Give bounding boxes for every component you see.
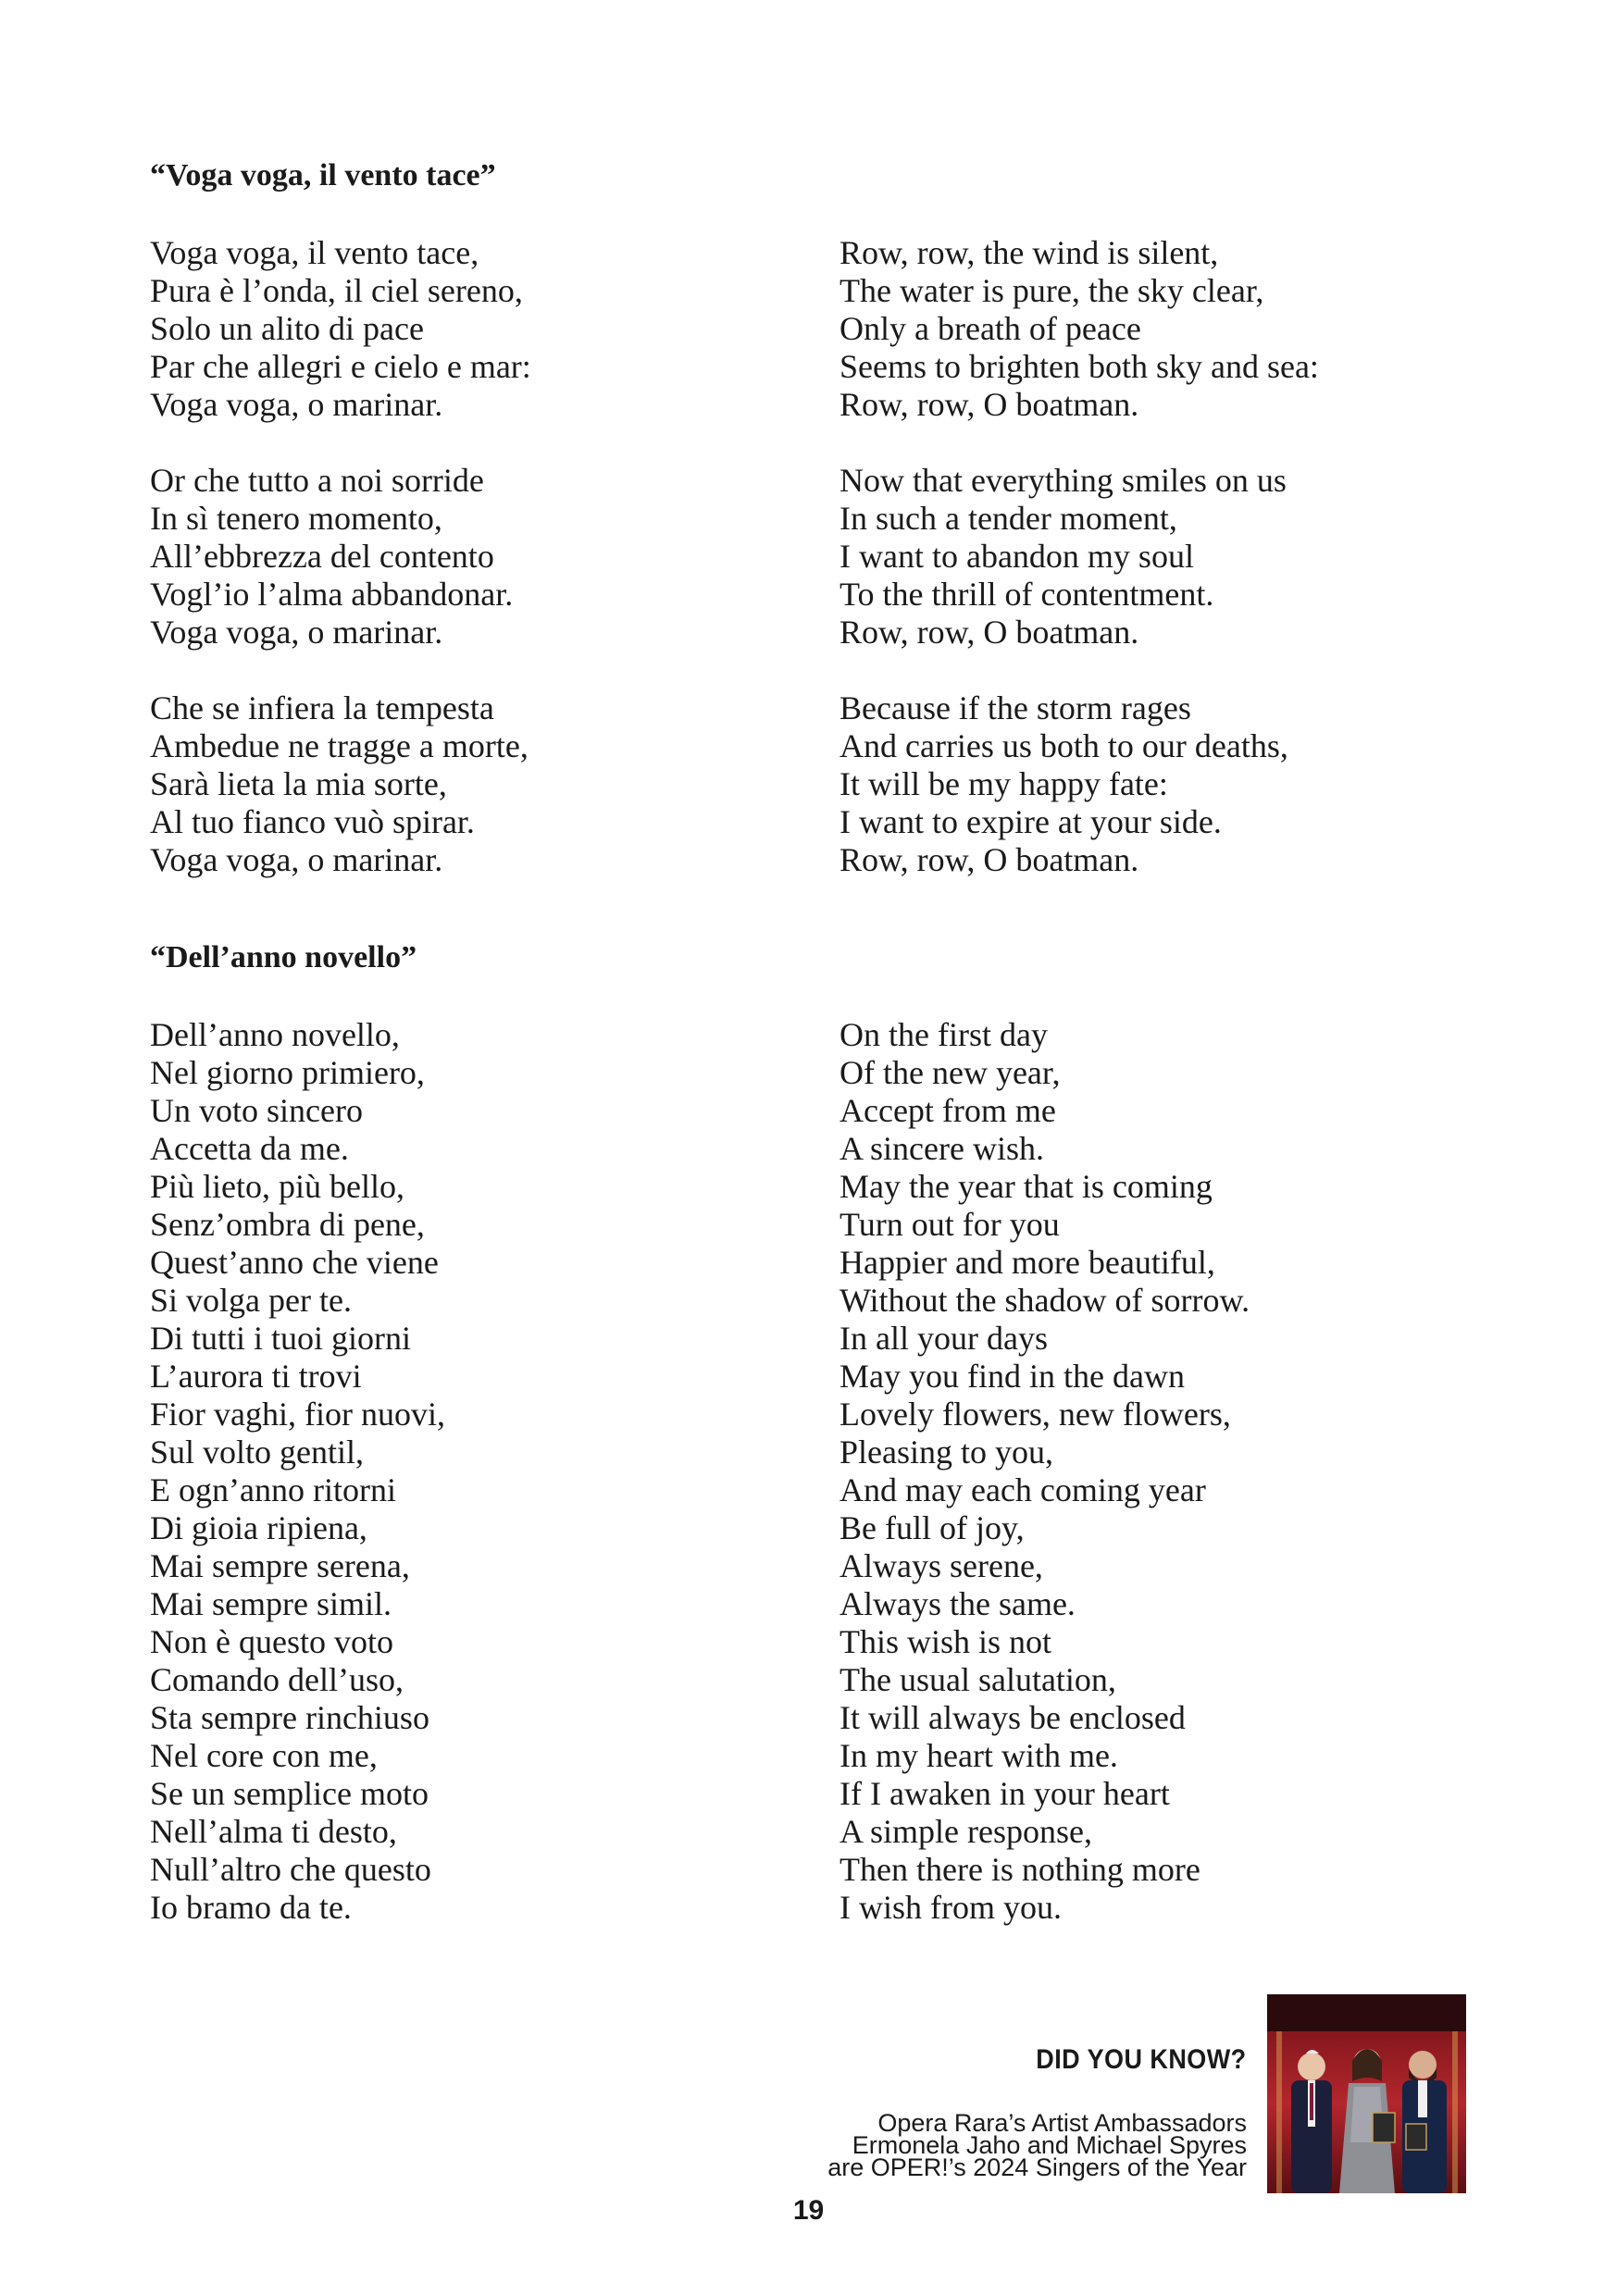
lyric-line: Row, row, the wind is silent, (840, 234, 1219, 271)
lyric-line: It will be my happy fate: (840, 765, 1168, 802)
award-photo-icon (1267, 1994, 1466, 2193)
lyric-line: Solo un alito di pace (150, 310, 424, 347)
lyric-line: Because if the storm rages (840, 689, 1191, 726)
lyric-line: Seems to brighten both sky and sea: (840, 348, 1319, 385)
song-title-dell-anno-novello: “Dell’anno novello” (150, 940, 417, 974)
lyric-line: Ambedue ne tragge a morte, (150, 727, 529, 764)
lyric-line: Più lieto, più bello, (150, 1168, 404, 1205)
lyric-line: Pura è l’onda, il ciel sereno, (150, 272, 523, 309)
lyric-line: Accept from me (840, 1092, 1056, 1129)
lyric-line: In sì tenero momento, (150, 500, 442, 537)
lyric-line: Mai sempre simil. (150, 1585, 392, 1622)
lyric-line: Row, row, O boatman. (840, 614, 1139, 651)
stanza (150, 1016, 445, 1927)
italian-lyrics-dell-anno-novello (150, 1016, 445, 1927)
lyric-line: Che se infiera la tempesta (150, 689, 494, 726)
english-translation-dell-anno-novello (840, 1016, 1250, 1927)
lyric-line: Voga voga, o marinar. (150, 841, 443, 878)
lyric-line: Without the shadow of sorrow. (840, 1282, 1250, 1319)
lyric-line: Al tuo fianco vuò spirar. (150, 803, 475, 840)
lyric-line: All’ebbrezza del contento (150, 538, 494, 575)
lyric-line: The usual salutation, (840, 1661, 1116, 1698)
lyric-line: This wish is not (840, 1623, 1052, 1660)
lyric-line: It will always be enclosed (840, 1699, 1186, 1736)
lyric-line: Happier and more beautiful, (840, 1244, 1215, 1281)
lyric-line: Now that everything smiles on us (840, 462, 1287, 499)
lyric-line: Par che allegri e cielo e mar: (150, 348, 531, 385)
lyric-line: Mai sempre serena, (150, 1547, 410, 1584)
lyric-line: A simple response, (840, 1813, 1092, 1850)
lyric-line: Sta sempre rinchiuso (150, 1699, 429, 1736)
lyric-line: Voga voga, il vento tace, (150, 234, 479, 271)
lyric-line: The water is pure, the sky clear, (840, 272, 1264, 309)
did-you-know-heading: DID YOU KNOW? (1036, 2044, 1247, 2075)
stanza (840, 462, 1319, 652)
lyric-line: Always the same. (840, 1585, 1076, 1622)
stanza (150, 462, 531, 652)
lyric-line: Io bramo da te. (150, 1889, 352, 1926)
award-photo (1267, 1994, 1466, 2193)
lyric-line: Of the new year, (840, 1054, 1061, 1091)
lyric-line: Di tutti i tuoi giorni (150, 1320, 412, 1357)
stanza (150, 689, 531, 879)
did-you-know-heading-box (1013, 2043, 1247, 2077)
lyric-line: L’aurora ti trovi (150, 1358, 362, 1395)
did-you-know-line: are OPER!’s 2024 Singers of the Year (827, 2153, 1247, 2181)
lyric-line: May the year that is coming (840, 1168, 1213, 1205)
lyric-line: I want to abandon my soul (840, 538, 1194, 575)
song-title-voga-voga: “Voga voga, il vento tace” (150, 158, 496, 192)
english-translation-voga-voga (840, 234, 1319, 879)
lyric-line: Be full of joy, (840, 1509, 1025, 1546)
italian-lyrics-voga-voga (150, 234, 531, 879)
lyric-line: Nel giorno primiero, (150, 1054, 425, 1091)
lyric-line: Accetta da me. (150, 1130, 349, 1167)
lyric-line: And carries us both to our deaths, (840, 727, 1288, 764)
lyric-line: Sul volto gentil, (150, 1433, 365, 1471)
lyric-line: Dell’anno novello, (150, 1016, 400, 1053)
lyric-line: Voga voga, o marinar. (150, 386, 443, 423)
lyric-line: Comando dell’uso, (150, 1661, 404, 1698)
lyric-line: Non è questo voto (150, 1623, 393, 1660)
lyric-line: If I awaken in your heart (840, 1775, 1170, 1812)
lyric-line: And may each coming year (840, 1471, 1206, 1508)
lyric-line: May you find in the dawn (840, 1358, 1185, 1395)
lyric-line: Pleasing to you, (840, 1433, 1053, 1471)
lyric-line: Nell’alma ti desto, (150, 1813, 397, 1850)
lyric-line: Quest’anno che viene (150, 1244, 439, 1281)
did-you-know-line: Ermonela Jaho and Michael Spyres (852, 2131, 1247, 2159)
lyric-line: Voga voga, o marinar. (150, 614, 443, 651)
lyric-line: Un voto sincero (150, 1092, 363, 1129)
stanza (840, 234, 1319, 424)
lyric-line: I wish from you. (840, 1889, 1062, 1926)
lyric-line: I want to expire at your side. (840, 803, 1222, 840)
lyric-line: Se un semplice moto (150, 1775, 429, 1812)
did-you-know-line: Opera Rara’s Artist Ambassadors (877, 2109, 1247, 2137)
lyric-line: Vogl’io l’alma abbandonar. (150, 576, 514, 613)
lyric-line: E ogn’anno ritorni (150, 1471, 396, 1508)
lyric-line: Null’altro che questo (150, 1851, 431, 1888)
stanza (840, 689, 1319, 879)
lyric-line: Row, row, O boatman. (840, 386, 1139, 423)
lyric-line: Turn out for you (840, 1206, 1060, 1243)
lyric-line: Sarà lieta la mia sorte, (150, 765, 447, 802)
stanza (150, 234, 531, 424)
lyric-line: To the thrill of contentment. (840, 576, 1214, 613)
page-number: 19 (792, 2195, 825, 2226)
lyric-line: Si volga per te. (150, 1282, 352, 1319)
stanza (840, 1016, 1250, 1927)
lyric-line: Nel core con me, (150, 1737, 378, 1774)
lyric-line: Fior vaghi, fior nuovi, (150, 1396, 445, 1433)
lyric-line: Di gioia ripiena, (150, 1509, 367, 1546)
lyric-line: In such a tender moment, (840, 500, 1177, 537)
did-you-know-text (827, 2109, 1247, 2181)
lyric-line: Row, row, O boatman. (840, 841, 1139, 878)
lyric-line: Then there is nothing more (840, 1851, 1200, 1888)
lyric-line: On the first day (840, 1016, 1048, 1053)
lyric-line: A sincere wish. (840, 1130, 1044, 1167)
lyric-line: Only a breath of peace (840, 310, 1141, 347)
lyric-line: Lovely flowers, new flowers, (840, 1396, 1231, 1433)
lyric-line: Or che tutto a noi sorride (150, 462, 484, 499)
lyric-line: In all your days (840, 1320, 1048, 1357)
lyric-line: Senz’ombra di pene, (150, 1206, 425, 1243)
lyric-line: In my heart with me. (840, 1737, 1118, 1774)
lyric-line: Always serene, (840, 1547, 1043, 1584)
